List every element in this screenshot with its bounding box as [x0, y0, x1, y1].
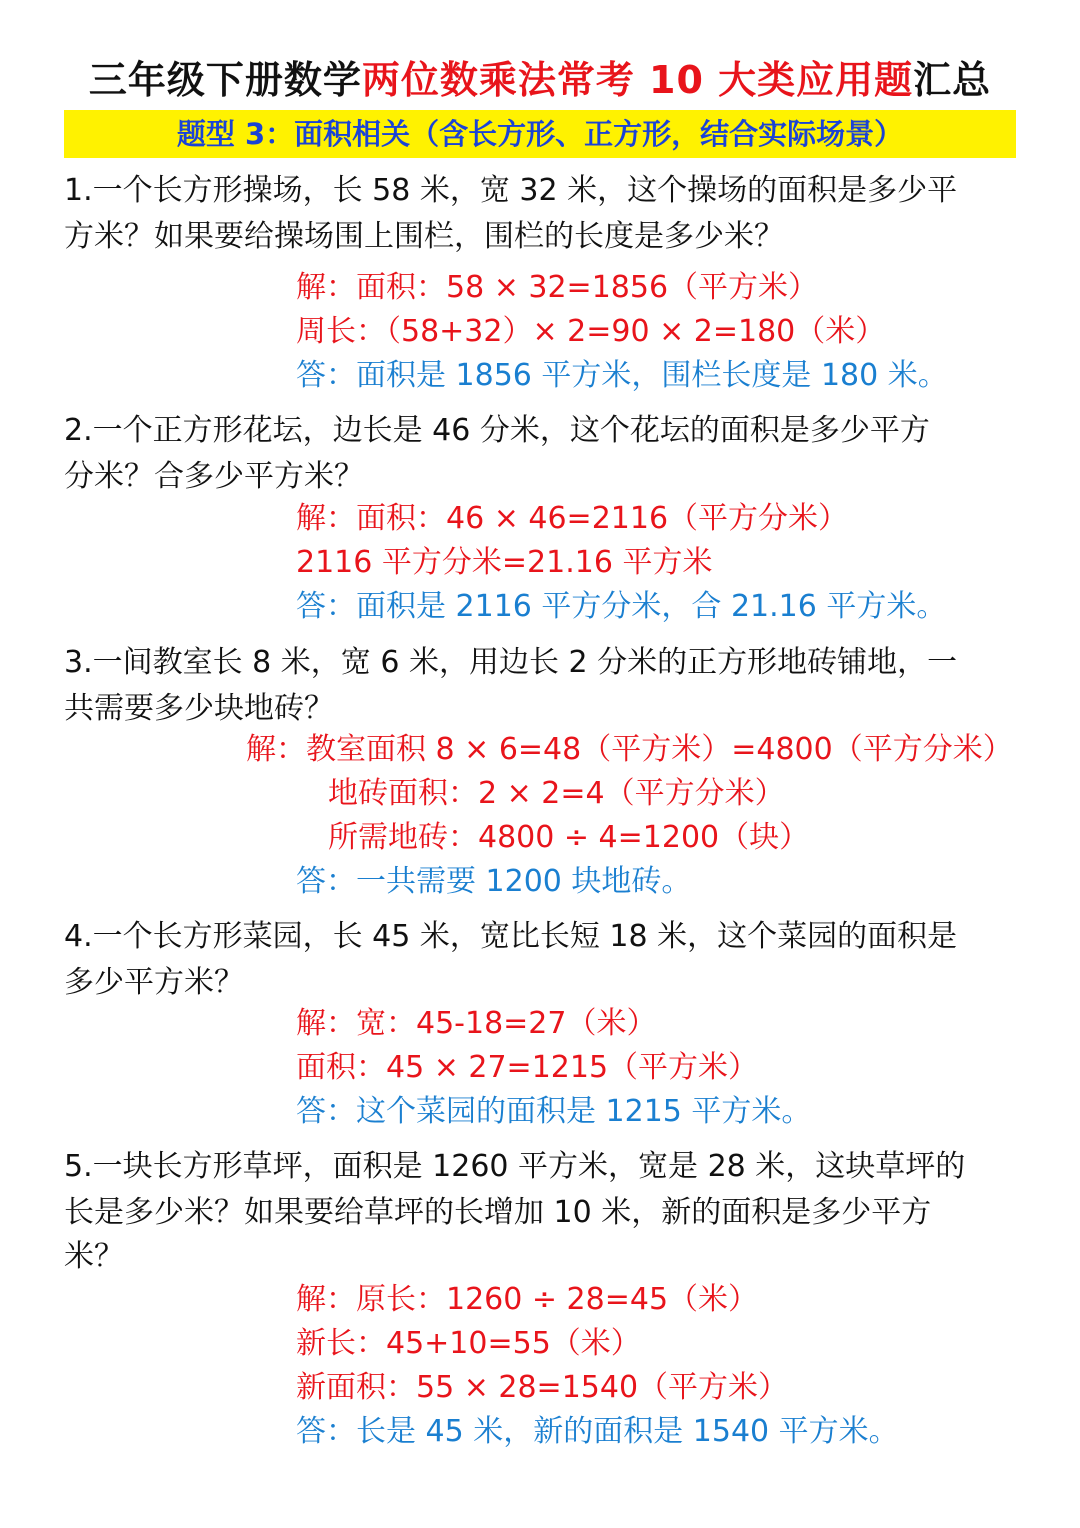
problem-3-line-2: 共需要多少块地砖？: [64, 691, 334, 726]
problem-2-answer: 答：面积是 2116 平方分米，合 21.16 平方米。: [296, 589, 947, 624]
problem-5-answer: 答：长是 45 米，新的面积是 1540 平方米。: [296, 1414, 899, 1449]
problem-2-line-2: 分米？合多少平方米？: [64, 459, 364, 494]
page-title: [0, 52, 1080, 108]
problem-3-answer: 答：一共需要 1200 块地砖。: [296, 864, 692, 899]
problem-1-solution-2: 周长：（58+32）× 2=90 × 2=180（米）: [296, 314, 886, 349]
problem-2-line-1: 2.一个正方形花坛，边长是 46 分米，这个花坛的面积是多少平方: [64, 413, 930, 448]
problem-4-solution-2: 面积：45 × 27=1215（平方米）: [296, 1050, 759, 1085]
section-banner: 题型 3：面积相关（含长方形、正方形，结合实际场景）: [64, 110, 1016, 158]
problem-5-line-3: 米？: [64, 1239, 124, 1274]
problem-4-answer: 答：这个菜园的面积是 1215 平方米。: [296, 1094, 812, 1129]
problem-1-line-1: 1.一个长方形操场，长 58 米，宽 32 米，这个操场的面积是多少平: [64, 173, 958, 208]
problem-3-line-1: 3.一间教室长 8 米，宽 6 米，用边长 2 分米的正方形地砖铺地，一: [64, 645, 958, 680]
problem-5-solution-1: 解：原长：1260 ÷ 28=45（米）: [296, 1282, 759, 1317]
problem-5-line-2: 长是多少米？如果要给草坪的长增加 10 米，新的面积是多少平方: [64, 1195, 932, 1230]
problem-5-solution-3: 新面积：55 × 28=1540（平方米）: [296, 1370, 789, 1405]
problem-4-solution-1: 解：宽：45-18=27（米）: [296, 1006, 657, 1041]
problem-5-line-1: 5.一块长方形草坪，面积是 1260 平方米，宽是 28 米，这块草坪的: [64, 1149, 966, 1184]
problem-1-answer: 答：面积是 1856 平方米，围栏长度是 180 米。: [296, 358, 948, 393]
problem-4-line-1: 4.一个长方形菜园，长 45 米，宽比长短 18 米，这个菜园的面积是: [64, 919, 958, 954]
problem-1-line-2: 方米？如果要给操场围上围栏，围栏的长度是多少米？: [64, 219, 784, 254]
problem-3-solution-1: 解：教室面积 8 × 6=48（平方米）=4800（平方分米）: [246, 732, 1013, 767]
problem-2-solution-2: 2116 平方分米=21.16 平方米: [296, 545, 713, 580]
problem-2-solution-1: 解：面积：46 × 46=2116（平方分米）: [296, 501, 849, 536]
title-part-summary: 汇总: [913, 58, 992, 102]
problem-1-solution-1: 解：面积：58 × 32=1856（平方米）: [296, 270, 819, 305]
problem-3-solution-2: 地砖面积：2 × 2=4（平方分米）: [328, 776, 785, 811]
problem-3-solution-3: 所需地砖：4800 ÷ 4=1200（块）: [328, 820, 810, 855]
title-part-topic: 两位数乘法常考 10 大类应用题: [361, 58, 914, 102]
problem-4-line-2: 多少平方米？: [64, 965, 244, 1000]
problem-5-solution-2: 新长：45+10=55（米）: [296, 1326, 641, 1361]
title-part-grade: 三年级下册数学: [88, 58, 362, 102]
